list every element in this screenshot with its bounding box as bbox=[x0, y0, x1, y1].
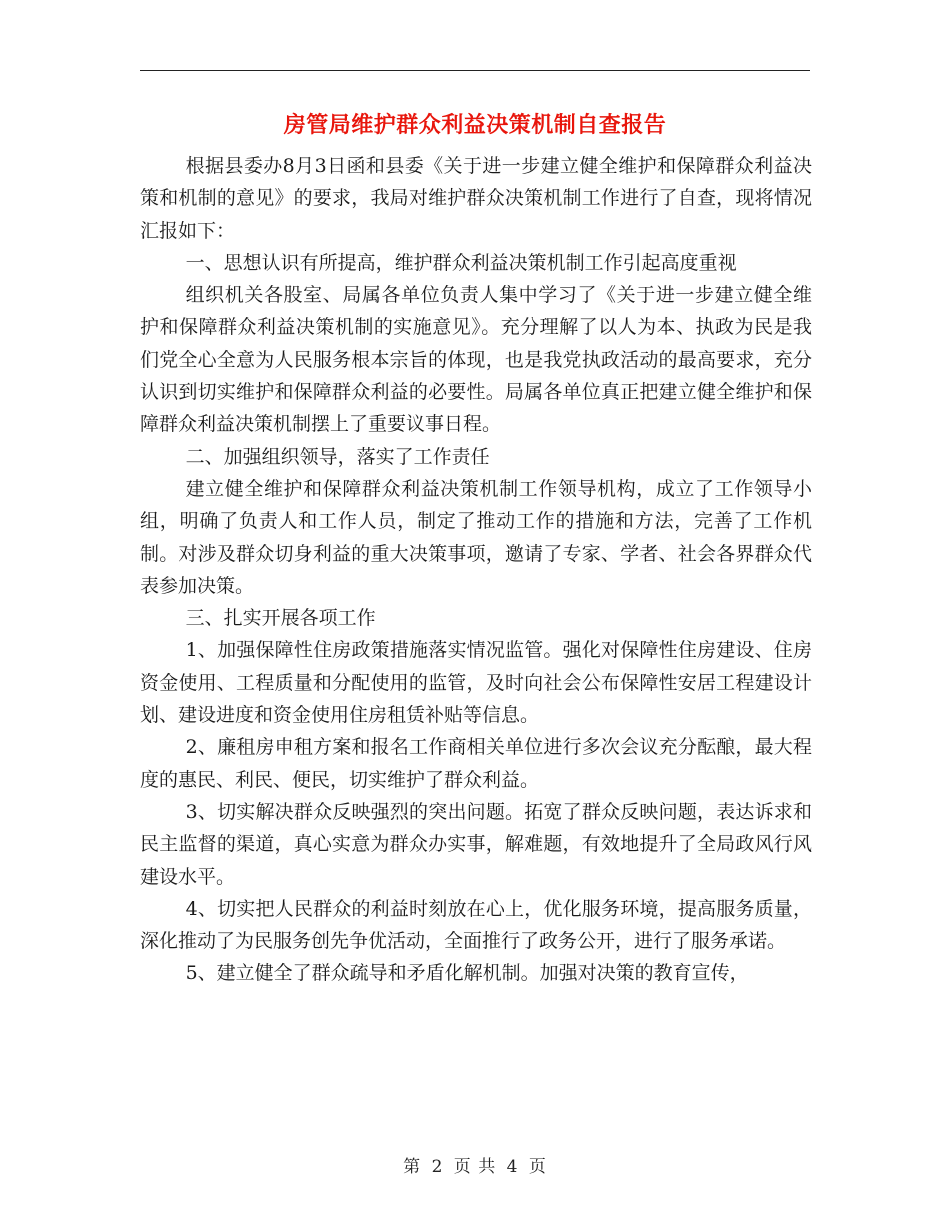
total-page-number: 4 bbox=[506, 1157, 519, 1177]
footer-middle: 页 共 bbox=[453, 1157, 497, 1177]
list-item-2: 2、廉租房申租方案和报名工作商相关单位进行多次会议充分酝酿，最大程度的惠民、利民、便民，切实维护了群众利益。 bbox=[140, 736, 812, 791]
list-item-3: 3、切实解决群众反映强烈的突出问题。拓宽了群众反映问题，表达诉求和民主监督的渠道，真心实意为群众办实事，解难题，有效地提升了全局政风行风建设水平。 bbox=[140, 800, 812, 888]
document-title: 房管局维护群众利益决策机制自查报告 bbox=[283, 112, 667, 138]
page-footer bbox=[0, 1152, 950, 1177]
current-page-number: 2 bbox=[431, 1157, 444, 1177]
list-item-4: 4、切实把人民群众的利益时刻放在心上，优化服务环境，提高服务质量，深化推动了为民服务创先争优活动，全面推行了政务公开，进行了服务承诺。 bbox=[140, 897, 812, 953]
list-item-1: 1、加强保障性住房政策措施落实情况监管。强化对保障性住房建设、住房资金使用、工程质量和分配使用的监管，及时向社会公布保障性安居工程建设计划、建设进度和资金使用住房租赁补贴等信息。 bbox=[140, 639, 812, 727]
section-heading-3: 三、扎实开展各项工作 bbox=[185, 607, 376, 630]
footer-prefix: 第 bbox=[403, 1157, 422, 1177]
paragraph-section-1: 组织机关各股室、局属各单位负责人集中学习了《关于进一步建立健全维护和保障群众利益决策机制的实施意见》。充分理解了以人为本、执政为民是我们党全心全意为人民服务根本宗旨的体现，也是我党执政活动的最高要求，充分认识到切实维护和保障群众利益的必要性。局属各单位真正把建立健全维护和保障群众利益决策机制摆上了重要议事日程。 bbox=[140, 284, 812, 436]
section-heading-2: 二、加强组织领导，落实了工作责任 bbox=[185, 445, 490, 468]
section-heading-1: 一、思想认识有所提高，维护群众利益决策机制工作引起高度重视 bbox=[185, 251, 737, 274]
footer-suffix: 页 bbox=[528, 1157, 547, 1177]
list-item-5: 5、建立健全了群众疏导和矛盾化解机制。加强对决策的教育宣传， bbox=[185, 962, 749, 985]
paragraph-intro: 根据县委办8月3日函和县委《关于进一步建立健全维护和保障群众利益决策和机制的意见》的要求，我局对维护群众决策机制工作进行了自查，现将情况汇报如下： bbox=[140, 155, 812, 242]
header-rule bbox=[140, 70, 810, 71]
paragraph-section-2: 建立健全维护和保障群众利益决策机制工作领导机构，成立了工作领导小组，明确了负责人和工作人员，制定了推动工作的措施和方法，完善了工作机制。对涉及群众切身利益的重大决策事项，邀请了专家、学者、社会各界群众代表参加决策。 bbox=[140, 477, 812, 597]
document-body bbox=[140, 150, 812, 990]
